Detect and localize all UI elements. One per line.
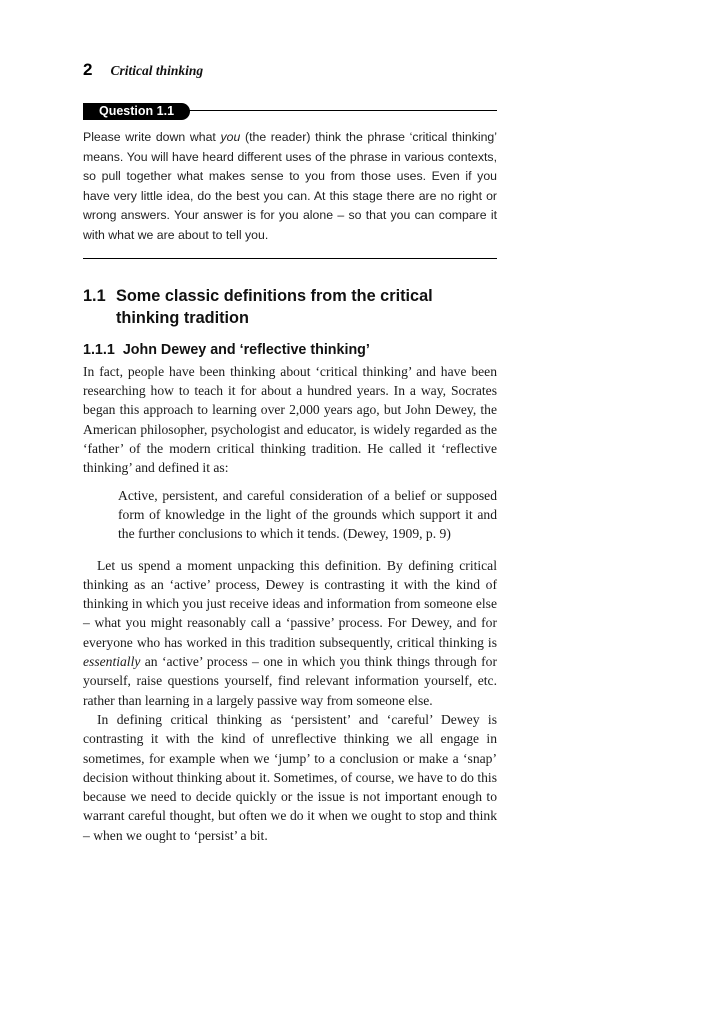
subsection-heading — [83, 340, 497, 360]
paragraph-2-part: Let us spend a moment unpacking this definition. By defining critical thinking as an ‘active’ process, Dewey is contrasting it with the kind of thinking in which you just receive ideas and information from someone else – what you might reasonably call a ‘passive’ process. For Dewey, and for everyone who has worked in this tradition subsequently, critical thinking is — [83, 557, 497, 650]
subsection-number: 1.1.1 — [83, 341, 115, 358]
question-label: Question 1.1 — [83, 103, 190, 120]
book-page — [83, 60, 497, 845]
question-bottom-rule — [83, 258, 497, 259]
block-quote: Active, persistent, and careful consideration of a belief or supposed form of knowledge in the light of the grounds which support it and the further conclusions to which it tends. (Dewey, 1909, p. 9) — [118, 487, 497, 542]
section-heading — [83, 285, 497, 329]
paragraph-2 — [83, 556, 497, 710]
question-text-part: Please write down what — [83, 130, 221, 144]
running-title: Critical thinking — [110, 63, 204, 78]
question-text-italic: you — [220, 130, 241, 144]
section-number: 1.1 — [83, 286, 106, 305]
question-box — [83, 102, 497, 259]
paragraph-3: In defining critical thinking as ‘persistent’ and ‘careful’ Dewey is contrasting it with the kind of unreflective thinking we all engage in sometimes, for example when we ‘jump’ to a conclusion or make a ‘snap’ decision without thinking about it. Sometimes, of course, we have to do this because we need to decide quickly or the issue is not important enough to warrant careful thought, but often we do it when we ought to stop and think – when we ought to ‘persist’ a bit. — [83, 711, 497, 843]
running-head — [83, 60, 497, 84]
subsection-title: John Dewey and ‘reflective thinking’ — [122, 341, 370, 358]
paragraph-2-italic: essentially — [83, 654, 141, 670]
page-number: 2 — [83, 60, 93, 79]
section-title: Some classic definitions from the critical thinking tradition — [116, 286, 433, 327]
paragraph-2-part: an ‘active’ process – one in which you think things through for yourself, raise questions yourself, find relevant information yourself, etc. rather than learning in a largely passive way from someone else. — [83, 654, 497, 708]
question-text-part: (the reader) think the phrase ‘critical thinking’ means. You will have heard different uses of the phrase in various contexts, so pull together what makes sense to you from those uses. Even if you have very little idea, do the best you can. At this stage there are no right or wrong answers. Your answer is for you alone – so that you can compare it with what we are about to tell you. — [83, 130, 497, 242]
paragraph-1: In fact, people have been thinking about ‘critical thinking’ and have been researching how to teach it for about a hundred years. In a way, Socrates began this approach to learning over 2,000 years ago, but John Dewey, the American philosopher, psychologist and educator, is widely regarded as the ‘father’ of the modern critical thinking tradition. He called it ‘reflective thinking’ and defined it as: — [83, 363, 497, 476]
question-text — [83, 128, 497, 246]
